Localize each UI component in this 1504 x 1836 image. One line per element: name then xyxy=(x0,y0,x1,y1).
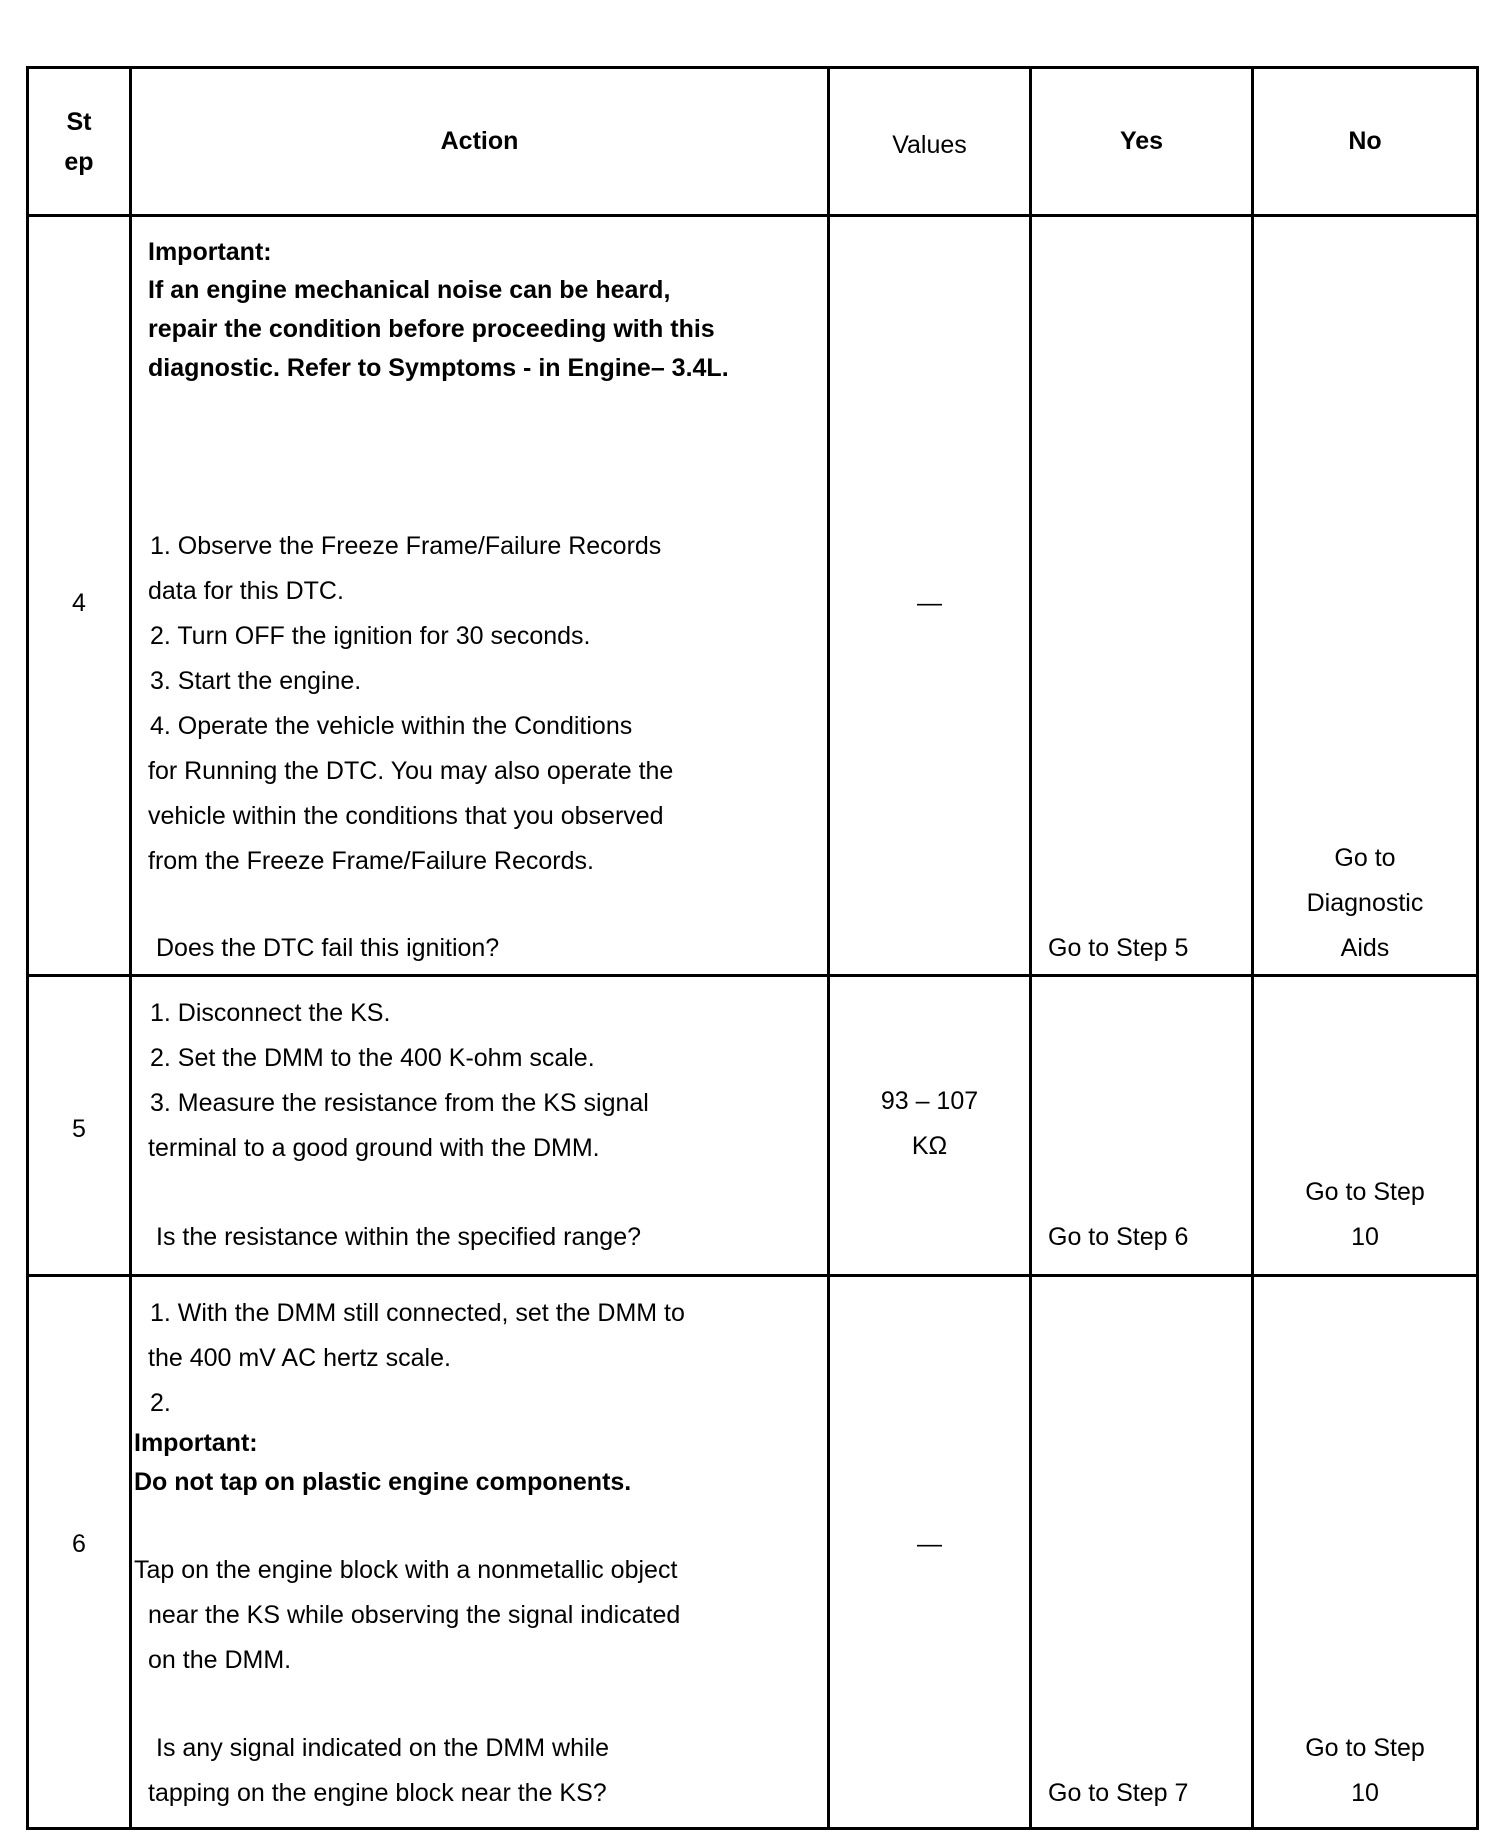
yes-cell xyxy=(1031,976,1253,1276)
action-line: from the Freeze Frame/Failure Records. xyxy=(148,847,594,875)
action-line: 2. Set the DMM to the 400 K-ohm scale. xyxy=(150,1044,595,1072)
header-step-line1: St xyxy=(66,107,92,136)
table-row-step-5 xyxy=(28,976,1478,1276)
header-row xyxy=(28,68,1478,216)
action-line: 3. Measure the resistance from the KS signal xyxy=(150,1089,649,1117)
values-cell xyxy=(829,976,1031,1276)
no-line: Go to xyxy=(1334,844,1396,872)
yes-cell xyxy=(1031,1276,1253,1829)
value-line: KΩ xyxy=(911,1132,948,1160)
action-line: vehicle within the conditions that you observed xyxy=(148,802,664,830)
action-line: 4. Operate the vehicle within the Conditions xyxy=(150,712,633,740)
tap-line: on the DMM. xyxy=(148,1646,292,1674)
step-number: 5 xyxy=(72,1115,86,1143)
step-cell xyxy=(28,976,131,1276)
no-line: 10 xyxy=(1351,1223,1379,1251)
action-cell xyxy=(131,1276,829,1829)
no-line: Go to Step xyxy=(1305,1734,1425,1762)
header-step-line2: ep xyxy=(64,147,94,176)
table-row-step-6 xyxy=(28,1276,1478,1829)
action-line: 2. Turn OFF the ignition for 30 seconds. xyxy=(150,622,591,650)
value-line: 93 – 107 xyxy=(880,1087,979,1115)
yes-text: Go to Step 7 xyxy=(1048,1779,1189,1807)
step-cell xyxy=(28,216,131,976)
question: Is the resistance within the specified range? xyxy=(156,1223,641,1251)
action-cell xyxy=(131,216,829,976)
action-line: the 400 mV AC hertz scale. xyxy=(148,1344,451,1372)
action-line: terminal to a good ground with the DMM. xyxy=(148,1134,600,1162)
action-line: data for this DTC. xyxy=(148,577,344,605)
no-line: Diagnostic xyxy=(1306,889,1424,917)
step-cell xyxy=(28,1276,131,1829)
important-line: Do not tap on plastic engine components. xyxy=(134,1468,632,1496)
no-cell xyxy=(1253,1276,1478,1829)
no-line: Go to Step xyxy=(1305,1178,1425,1206)
no-line: 10 xyxy=(1351,1779,1379,1807)
table-row-step-4 xyxy=(28,216,1478,976)
question: Does the DTC fail this ignition? xyxy=(156,934,500,962)
action-cell xyxy=(131,976,829,1276)
header-values: Values xyxy=(829,68,1031,216)
values-cell xyxy=(829,216,1031,976)
action-line: 1. Disconnect the KS. xyxy=(150,999,391,1027)
important-line: If an engine mechanical noise can be heard, xyxy=(148,276,671,304)
action-line: 3. Start the engine. xyxy=(150,667,362,695)
values-cell xyxy=(829,1276,1031,1829)
no-line: Aids xyxy=(1340,934,1390,962)
action-line: 1. With the DMM still connected, set the DMM to xyxy=(150,1299,685,1327)
value: — xyxy=(917,589,942,617)
action-line: for Running the DTC. You may also operate the xyxy=(148,757,674,785)
question-line: Is any signal indicated on the DMM while xyxy=(156,1734,610,1762)
important-line: diagnostic. Refer to Symptoms - in Engine– 3.4L. xyxy=(148,354,729,382)
important-label: Important: xyxy=(148,238,272,266)
important-line: repair the condition before proceeding with this xyxy=(148,315,715,343)
header-yes: Yes xyxy=(1031,68,1253,216)
important-label: Important: xyxy=(134,1429,258,1457)
tap-line: Tap on the engine block with a nonmetallic object xyxy=(134,1556,678,1584)
diagnostic-table xyxy=(26,66,1479,1830)
yes-cell xyxy=(1031,216,1253,976)
yes-text: Go to Step 6 xyxy=(1048,1223,1189,1251)
value: — xyxy=(917,1530,942,1558)
yes-text: Go to Step 5 xyxy=(1048,934,1189,962)
action-line: 1. Observe the Freeze Frame/Failure Records xyxy=(150,532,662,560)
question-line: tapping on the engine block near the KS? xyxy=(148,1779,607,1807)
no-cell xyxy=(1253,976,1478,1276)
step-number: 6 xyxy=(72,1530,86,1558)
header-no: No xyxy=(1253,68,1478,216)
header-action: Action xyxy=(131,68,829,216)
header-step xyxy=(28,68,131,216)
no-cell xyxy=(1253,216,1478,976)
tap-line: near the KS while observing the signal indicated xyxy=(148,1601,681,1629)
step-number: 4 xyxy=(72,589,86,617)
action-line: 2. xyxy=(150,1389,171,1417)
